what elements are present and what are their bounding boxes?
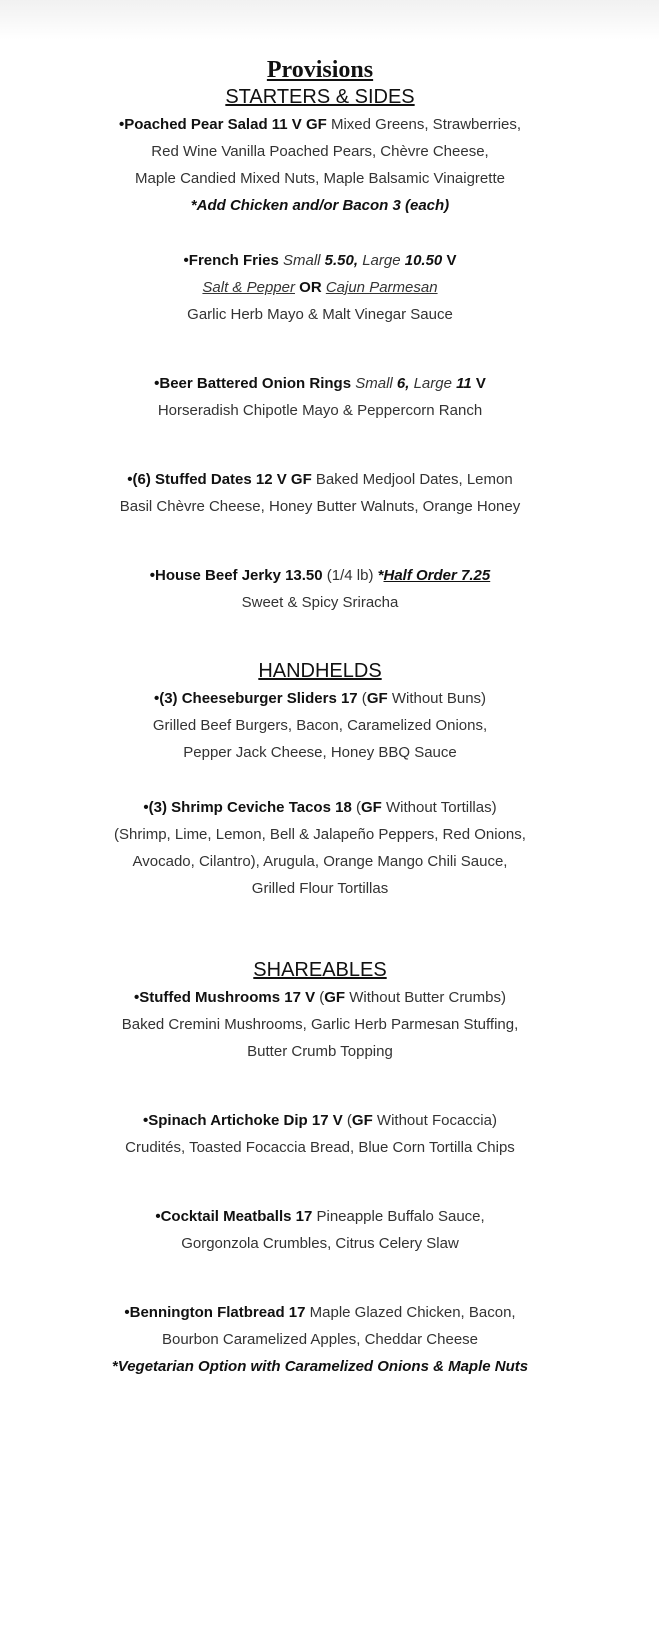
item-name: •(3) Shrimp Ceviche Tacos 18 (143, 799, 352, 816)
item-name: •Stuffed Mushrooms 17 V (133, 989, 316, 1006)
half-order-price: Half Order 7.25 (383, 567, 491, 584)
top-shadow (0, 0, 659, 40)
menu-item-onion-rings (0, 370, 640, 424)
item-weight: (1/4 lb) (322, 567, 378, 584)
menu-item-french-fries (0, 247, 640, 328)
paren: ( (351, 799, 361, 816)
item-name: •Bennington Flatbread 17 (124, 1304, 306, 1321)
item-description: Baked Cremini Mushrooms, Garlic Herb Parmesan Stuffing, (121, 1016, 519, 1033)
menu-item-shrimp-ceviche-tacos (0, 794, 640, 902)
item-name: •(3) Cheeseburger Sliders 17 (153, 690, 358, 707)
menu-item-bennington-flatbread (0, 1299, 640, 1380)
option-label: Salt & Pepper (202, 279, 295, 296)
size-label: Large (409, 375, 457, 392)
item-name: •(6) Stuffed Dates 12 V GF (127, 471, 312, 488)
size-price: 10.50 (404, 252, 443, 269)
size-label: Small (278, 252, 325, 269)
item-description: Basil Chèvre Cheese, Honey Butter Walnuts, Orange Honey (119, 498, 521, 515)
menu-item-cheeseburger-sliders (0, 685, 640, 766)
section-heading-starters: STARTERS & SIDES (225, 86, 415, 108)
size-price: 5.50, (324, 252, 359, 269)
item-description: (Shrimp, Lime, Lemon, Bell & Jalapeño Peppers, Red Onions, (114, 826, 526, 843)
item-description: Gorgonzola Crumbles, Citrus Celery Slaw (181, 1235, 459, 1252)
dietary-tag: GF (360, 799, 382, 816)
menu-item-spinach-artichoke-dip (0, 1107, 640, 1161)
menu-page (0, 56, 640, 1380)
item-name: •Beer Battered Onion Rings (154, 375, 352, 392)
menu-item-beef-jerky (0, 562, 640, 616)
dietary-tag: GF (366, 690, 388, 707)
dietary-tag: V (442, 252, 457, 269)
size-label: Large (358, 252, 405, 269)
item-description: Garlic Herb Mayo & Malt Vinegar Sauce (187, 306, 453, 323)
paren: ( (315, 989, 325, 1006)
item-name: •French Fries (183, 252, 279, 269)
option-label: Cajun Parmesan (325, 279, 438, 296)
item-description: Crudités, Toasted Focaccia Bread, Blue Corn Tortilla Chips (125, 1139, 515, 1156)
item-description: Pepper Jack Cheese, Honey BBQ Sauce (183, 744, 457, 761)
item-description: Maple Glazed Chicken, Bacon, (305, 1304, 516, 1321)
item-name: •House Beef Jerky 13.50 (149, 567, 323, 584)
size-price: 6, (396, 375, 410, 392)
item-description: Butter Crumb Topping (247, 1043, 393, 1060)
item-description: Sweet & Spicy Sriracha (241, 594, 399, 611)
dietary-note: Without Tortillas) (381, 799, 497, 816)
item-addon-note: *Add Chicken and/or Bacon 3 (each) (190, 197, 450, 214)
item-description: Bourbon Caramelized Apples, Cheddar Cheese (161, 1331, 479, 1348)
section-heading-handhelds: HANDHELDS (258, 660, 382, 682)
item-description: Maple Candied Mixed Nuts, Maple Balsamic Vinaigrette (135, 170, 505, 187)
menu-item-stuffed-mushrooms (0, 984, 640, 1065)
dietary-tag: GF (324, 989, 346, 1006)
option-separator: OR (294, 279, 326, 296)
size-price: 11 (456, 375, 472, 392)
item-description: Grilled Flour Tortillas (251, 880, 389, 897)
dietary-tag: V (471, 375, 486, 392)
menu-item-stuffed-dates (0, 466, 640, 520)
dietary-note: Without Focaccia) (372, 1112, 497, 1129)
item-description: Horseradish Chipotle Mayo & Peppercorn Ranch (157, 402, 483, 419)
half-order-star: * (377, 567, 384, 584)
item-name: •Spinach Artichoke Dip 17 V (143, 1112, 343, 1129)
item-description: Red Wine Vanilla Poached Pears, Chèvre Cheese, (151, 143, 489, 160)
dietary-note: Without Butter Crumbs) (345, 989, 506, 1006)
size-label: Small (351, 375, 397, 392)
item-description: Baked Medjool Dates, Lemon (311, 471, 513, 488)
item-description: Mixed Greens, Strawberries, (326, 116, 522, 133)
menu-item-poached-pear-salad (0, 111, 640, 219)
section-heading-shareables: SHAREABLES (253, 959, 387, 981)
item-description: Pineapple Buffalo Sauce, (312, 1208, 485, 1225)
menu-title: Provisions (266, 57, 374, 83)
item-name: •Poached Pear Salad 11 V GF (118, 116, 327, 133)
dietary-tag: GF (351, 1112, 373, 1129)
dietary-note: Without Buns) (387, 690, 487, 707)
item-description: Avocado, Cilantro), Arugula, Orange Mango Chili Sauce, (132, 853, 508, 870)
paren: ( (357, 690, 367, 707)
paren: ( (342, 1112, 352, 1129)
menu-item-cocktail-meatballs (0, 1203, 640, 1257)
vegetarian-option-note: *Vegetarian Option with Caramelized Onions & Maple Nuts (111, 1358, 529, 1375)
item-description: Grilled Beef Burgers, Bacon, Caramelized Onions, (152, 717, 488, 734)
item-name: •Cocktail Meatballs 17 (155, 1208, 313, 1225)
